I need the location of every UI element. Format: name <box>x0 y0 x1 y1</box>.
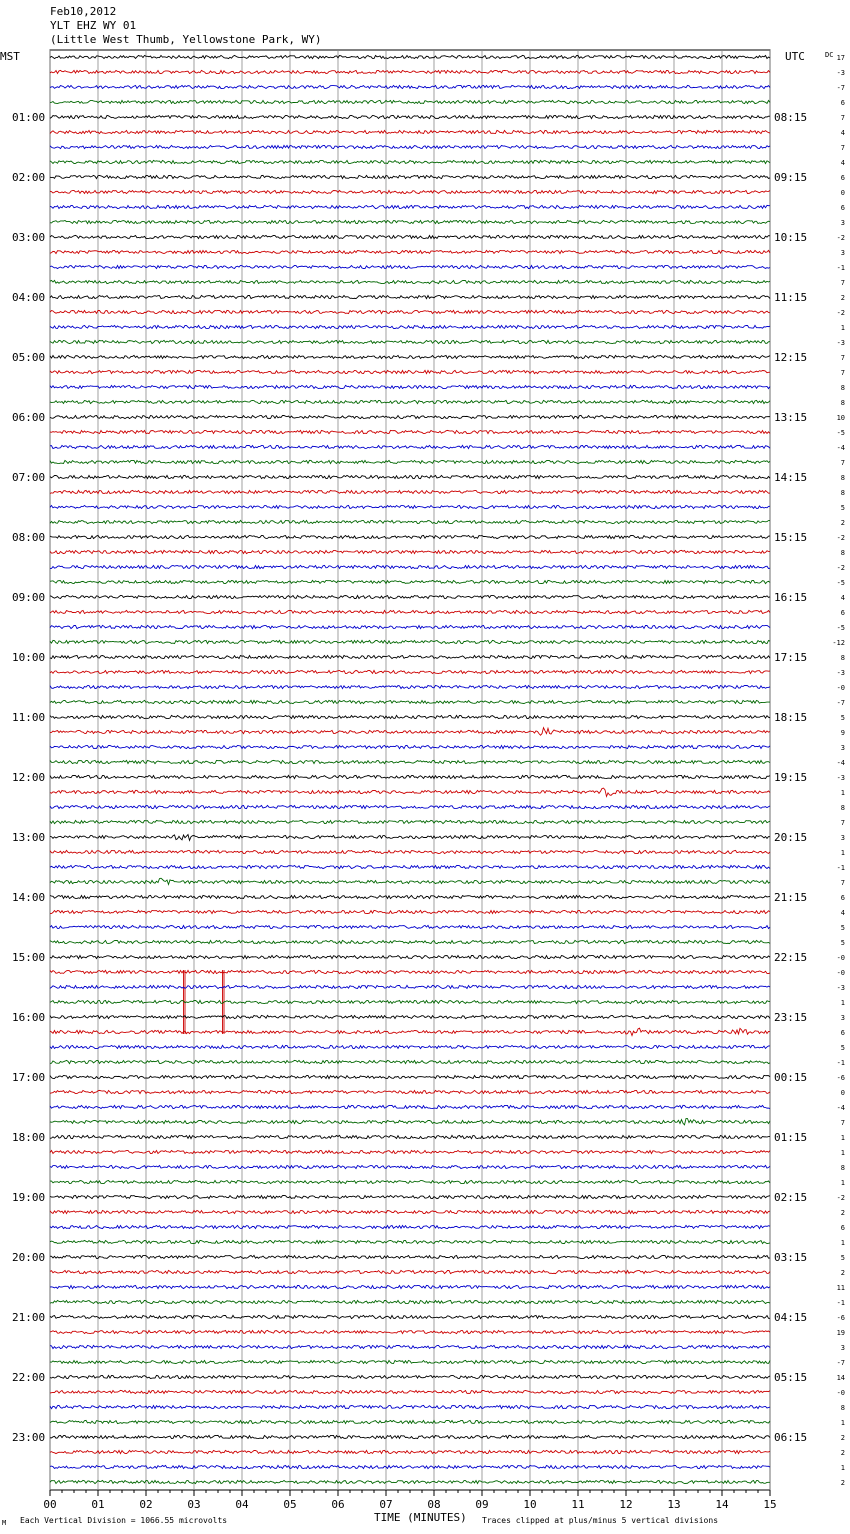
dc-offset-label: 1 <box>840 789 845 797</box>
x-tick-label: 14 <box>715 1498 729 1511</box>
trace-line <box>50 490 770 493</box>
dc-offset-label: -1 <box>836 1059 845 1067</box>
dc-offset-label: 10 <box>836 414 845 422</box>
trace-line <box>50 130 770 133</box>
trace-line <box>50 728 770 736</box>
left-hour-label: 20:00 <box>12 1251 46 1264</box>
dc-offset-label: -1 <box>836 1299 845 1307</box>
trace-line <box>50 205 770 208</box>
x-tick-label: 03 <box>187 1498 201 1511</box>
trace-line <box>50 550 770 553</box>
dc-offset-label: 4 <box>840 909 845 917</box>
trace-line <box>50 1045 770 1048</box>
trace-line <box>50 878 770 884</box>
right-hour-label: 20:15 <box>774 831 808 844</box>
trace-line <box>50 1480 770 1483</box>
left-hour-label: 14:00 <box>12 891 46 904</box>
trace-line <box>50 775 770 778</box>
right-hour-label: 06:15 <box>774 1431 808 1444</box>
dc-offset-label: 1 <box>840 1464 845 1472</box>
x-tick-label: 12 <box>619 1498 633 1511</box>
trace-line <box>50 1075 770 1078</box>
dc-offset-label: -0 <box>836 1389 845 1397</box>
left-hour-label: 08:00 <box>12 531 46 544</box>
plot-labels <box>12 54 845 1511</box>
dc-offset-label: -3 <box>836 984 845 992</box>
x-tick-label: 06 <box>331 1498 345 1511</box>
right-hour-label: 05:15 <box>774 1371 808 1384</box>
dc-offset-label: 7 <box>840 819 845 827</box>
right-hour-label: 11:15 <box>774 291 808 304</box>
dc-offset-label: 3 <box>840 744 845 752</box>
dc-offset-label: 5 <box>840 504 845 512</box>
dc-offset-label: 6 <box>840 99 845 107</box>
left-hour-label: 18:00 <box>12 1131 46 1144</box>
trace-line <box>50 625 770 628</box>
dc-offset-label: 3 <box>840 834 845 842</box>
trace-line <box>50 385 770 388</box>
trace-line <box>50 1225 770 1228</box>
dc-offset-label: -5 <box>836 429 845 437</box>
trace-line <box>50 85 770 88</box>
left-hour-label: 17:00 <box>12 1071 46 1084</box>
right-hour-label: 12:15 <box>774 351 808 364</box>
right-hour-label: 16:15 <box>774 591 808 604</box>
dc-offset-label: -4 <box>836 759 845 767</box>
x-tick-label: 10 <box>523 1498 537 1511</box>
dc-offset-label: 2 <box>840 1449 845 1457</box>
trace-line <box>50 160 770 163</box>
dc-offset-label: 7 <box>840 279 845 287</box>
dc-offset-label: -1 <box>836 864 845 872</box>
dc-offset-label: 11 <box>836 1284 845 1292</box>
right-hour-label: 08:15 <box>774 111 808 124</box>
trace-line <box>50 1015 770 1018</box>
dc-offset-label: 5 <box>840 714 845 722</box>
right-hour-label: 17:15 <box>774 651 808 664</box>
dc-offset-label: 6 <box>840 204 845 212</box>
trace-line <box>50 805 770 808</box>
trace-line <box>50 325 770 328</box>
trace-line <box>50 670 770 673</box>
plot-date: Feb10,2012 <box>50 5 117 18</box>
dc-offset-label: 1 <box>840 1149 845 1157</box>
trace-line <box>50 505 770 508</box>
trace-line <box>50 610 770 613</box>
x-axis-title: TIME (MINUTES) <box>374 1511 467 1524</box>
left-hour-label: 12:00 <box>12 771 46 784</box>
trace-line <box>50 1315 770 1318</box>
trace-line <box>50 565 770 568</box>
dc-offset-label: 2 <box>840 1269 845 1277</box>
trace-line <box>50 865 770 868</box>
x-tick-label: 07 <box>379 1498 393 1511</box>
x-tick-label: 08 <box>427 1498 441 1511</box>
trace-line <box>50 715 770 718</box>
x-tick-label: 15 <box>763 1498 777 1511</box>
dc-offset-label: 17 <box>836 54 845 62</box>
right-timezone-label: UTC <box>785 50 805 63</box>
trace-line <box>50 910 770 913</box>
trace-line <box>50 445 770 448</box>
time-gridlines <box>50 50 770 1496</box>
dc-offset-label: 8 <box>840 654 845 662</box>
trace-line <box>50 1119 770 1125</box>
right-hour-label: 00:15 <box>774 1071 808 1084</box>
left-hour-label: 05:00 <box>12 351 46 364</box>
trace-line <box>50 760 770 763</box>
trace-line <box>50 700 770 703</box>
dc-offset-label: -0 <box>836 684 845 692</box>
right-hour-label: 04:15 <box>774 1311 808 1324</box>
dc-offset-label: -0 <box>836 954 845 962</box>
x-tick-label: 04 <box>235 1498 249 1511</box>
dc-offset-label: 8 <box>840 474 845 482</box>
trace-line <box>50 1270 770 1273</box>
trace-line <box>50 535 770 538</box>
dc-offset-label: -3 <box>836 774 845 782</box>
dc-offset-label: 14 <box>836 1374 845 1382</box>
dc-offset-label: 5 <box>840 924 845 932</box>
left-hour-label: 11:00 <box>12 711 46 724</box>
dc-offset-label: 8 <box>840 399 845 407</box>
x-tick-label: 09 <box>475 1498 489 1511</box>
right-hour-label: 10:15 <box>774 231 808 244</box>
dc-offset-label: 6 <box>840 1224 845 1232</box>
trace-line <box>50 1195 770 1198</box>
dc-offset-label: 4 <box>840 594 845 602</box>
dc-offset-label: -3 <box>836 339 845 347</box>
trace-line <box>50 265 770 268</box>
dc-offset-label: -7 <box>836 84 845 92</box>
dc-offset-label: -6 <box>836 1074 845 1082</box>
dc-offset-label: -2 <box>836 234 845 242</box>
trace-line <box>50 115 770 118</box>
dc-offset-label: 6 <box>840 174 845 182</box>
trace-line <box>50 520 770 523</box>
trace-line <box>50 1000 770 1003</box>
dc-offset-label: 8 <box>840 489 845 497</box>
dc-offset-label: -5 <box>836 624 845 632</box>
trace-line <box>50 175 770 178</box>
dc-offset-label: 8 <box>840 804 845 812</box>
x-tick-label: 11 <box>571 1498 585 1511</box>
dc-offset-label: 7 <box>840 354 845 362</box>
dc-offset-label: -7 <box>836 1359 845 1367</box>
left-hour-label: 06:00 <box>12 411 46 424</box>
right-hour-label: 18:15 <box>774 711 808 724</box>
x-tick-label: 02 <box>139 1498 153 1511</box>
left-hour-label: 10:00 <box>12 651 46 664</box>
dc-offset-label: 2 <box>840 294 845 302</box>
right-hour-label: 02:15 <box>774 1191 808 1204</box>
trace-line <box>50 1330 770 1333</box>
x-tick-label: 00 <box>43 1498 57 1511</box>
x-tick-label: 13 <box>667 1498 681 1511</box>
dc-offset-label: -5 <box>836 579 845 587</box>
trace-line <box>50 1255 770 1258</box>
right-hour-label: 21:15 <box>774 891 808 904</box>
station-location: (Little West Thumb, Yellowstone Park, WY) <box>50 33 322 46</box>
footer-mark: M <box>2 1519 7 1527</box>
dc-offset-label: 3 <box>840 1344 845 1352</box>
trace-line <box>50 595 770 598</box>
trace-line <box>50 70 770 73</box>
trace-line <box>50 1345 770 1348</box>
dc-offset-label: 3 <box>840 1014 845 1022</box>
dc-offset-label: 1 <box>840 1134 845 1142</box>
trace-line <box>50 310 770 313</box>
dc-offset-label: -12 <box>832 639 845 647</box>
left-hour-label: 23:00 <box>12 1431 46 1444</box>
trace-line <box>50 1165 770 1168</box>
dc-offset-label: 8 <box>840 549 845 557</box>
dc-offset-header: DC <box>825 51 834 59</box>
trace-line <box>50 640 770 643</box>
dc-offset-label: 4 <box>840 129 845 137</box>
trace-line <box>50 400 770 403</box>
trace-line <box>50 1210 770 1213</box>
left-hour-label: 16:00 <box>12 1011 46 1024</box>
dc-offset-label: 7 <box>840 144 845 152</box>
trace-line <box>50 355 770 358</box>
trace-line <box>50 415 770 418</box>
trace-line <box>50 955 770 958</box>
left-hour-label: 02:00 <box>12 171 46 184</box>
trace-line <box>50 1390 770 1393</box>
trace-line <box>50 788 770 796</box>
left-hour-label: 15:00 <box>12 951 46 964</box>
left-hour-label: 09:00 <box>12 591 46 604</box>
trace-line <box>50 1450 770 1453</box>
dc-offset-label: 2 <box>840 1479 845 1487</box>
right-hour-label: 23:15 <box>774 1011 808 1024</box>
trace-line <box>50 145 770 148</box>
trace-line <box>50 1360 770 1363</box>
trace-line <box>50 1028 770 1035</box>
dc-offset-label: 9 <box>840 729 845 737</box>
trace-line <box>50 1105 770 1108</box>
right-hour-label: 09:15 <box>774 171 808 184</box>
trace-line <box>50 100 770 103</box>
dc-offset-label: 1 <box>840 1239 845 1247</box>
x-tick-label: 05 <box>283 1498 297 1511</box>
left-hour-label: 19:00 <box>12 1191 46 1204</box>
dc-offset-label: 2 <box>840 1434 845 1442</box>
dc-offset-label: 6 <box>840 894 845 902</box>
trace-line <box>50 835 770 841</box>
right-hour-label: 22:15 <box>774 951 808 964</box>
dc-offset-label: 2 <box>840 1209 845 1217</box>
dc-offset-label: 19 <box>836 1329 845 1337</box>
left-hour-label: 07:00 <box>12 471 46 484</box>
trace-line <box>50 220 770 223</box>
trace-line <box>50 580 770 583</box>
trace-line <box>50 370 770 373</box>
dc-offset-label: -4 <box>836 444 845 452</box>
dc-offset-label: 3 <box>840 249 845 257</box>
trace-line <box>50 1375 770 1378</box>
right-hour-label: 15:15 <box>774 531 808 544</box>
trace-line <box>50 1405 770 1408</box>
dc-offset-label: -4 <box>836 1104 845 1112</box>
trace-line <box>50 295 770 298</box>
seismic-traces <box>50 55 770 1483</box>
trace-line <box>50 985 770 988</box>
trace-line <box>50 235 770 238</box>
dc-offset-label: 1 <box>840 1419 845 1427</box>
dc-offset-label: 5 <box>840 939 845 947</box>
station-code: YLT EHZ WY 01 <box>50 19 137 32</box>
dc-offset-label: -6 <box>836 1314 845 1322</box>
trace-line <box>50 940 770 943</box>
dc-offset-label: 7 <box>840 369 845 377</box>
left-hour-label: 13:00 <box>12 831 46 844</box>
trace-line <box>50 1300 770 1303</box>
trace-line <box>50 1090 770 1093</box>
dc-offset-label: 6 <box>840 609 845 617</box>
trace-line <box>50 430 770 433</box>
trace-line <box>50 1285 770 1288</box>
right-hour-label: 14:15 <box>774 471 808 484</box>
trace-line <box>50 280 770 283</box>
dc-offset-label: 5 <box>840 1044 845 1052</box>
dc-offset-label: -7 <box>836 699 845 707</box>
dc-offset-label: 1 <box>840 999 845 1007</box>
trace-line <box>50 1435 770 1438</box>
left-hour-label: 22:00 <box>12 1371 46 1384</box>
trace-line <box>50 190 770 193</box>
trace-line <box>50 1180 770 1183</box>
trace-line <box>50 1135 770 1138</box>
dc-offset-label: 7 <box>840 1119 845 1127</box>
dc-offset-label: 1 <box>840 849 845 857</box>
trace-line <box>50 1150 770 1153</box>
dc-offset-label: 3 <box>840 219 845 227</box>
left-hour-label: 21:00 <box>12 1311 46 1324</box>
clip-note: Traces clipped at plus/minus 5 vertical divisions <box>482 1516 719 1525</box>
trace-line <box>50 340 770 343</box>
dc-offset-label: 7 <box>840 879 845 887</box>
dc-offset-label: -1 <box>836 264 845 272</box>
trace-line <box>50 1420 770 1423</box>
trace-line <box>50 475 770 478</box>
left-hour-label: 01:00 <box>12 111 46 124</box>
dc-offset-label: -2 <box>836 534 845 542</box>
dc-offset-label: 0 <box>840 1089 845 1097</box>
dc-offset-label: 8 <box>840 1164 845 1172</box>
dc-offset-label: -0 <box>836 969 845 977</box>
trace-line <box>50 1465 770 1468</box>
scale-note: Each Vertical Division = 1066.55 microvolts <box>20 1516 228 1525</box>
dc-offset-label: 5 <box>840 1254 845 1262</box>
right-hour-label: 19:15 <box>774 771 808 784</box>
dc-offset-label: -2 <box>836 1194 845 1202</box>
dc-offset-label: 4 <box>840 159 845 167</box>
dc-offset-label: 8 <box>840 384 845 392</box>
left-hour-label: 03:00 <box>12 231 46 244</box>
dc-offset-label: -2 <box>836 309 845 317</box>
dc-offset-label: 7 <box>840 459 845 467</box>
trace-line <box>50 460 770 463</box>
dc-offset-label: -3 <box>836 69 845 77</box>
trace-line <box>50 745 770 748</box>
right-hour-label: 01:15 <box>774 1131 808 1144</box>
dc-offset-label: -3 <box>836 669 845 677</box>
dc-offset-label: 7 <box>840 114 845 122</box>
trace-line <box>50 820 770 823</box>
dc-offset-label: 8 <box>840 1404 845 1412</box>
right-hour-label: 13:15 <box>774 411 808 424</box>
trace-line <box>50 655 770 658</box>
dc-offset-label: 1 <box>840 1179 845 1187</box>
trace-line <box>50 1060 770 1063</box>
trace-line <box>50 250 770 253</box>
dc-offset-label: 6 <box>840 1029 845 1037</box>
right-hour-label: 03:15 <box>774 1251 808 1264</box>
trace-line <box>50 1240 770 1243</box>
x-tick-label: 01 <box>91 1498 105 1511</box>
dc-offset-label: 0 <box>840 189 845 197</box>
dc-offset-label: 1 <box>840 324 845 332</box>
left-timezone-label: MST <box>0 50 20 63</box>
left-hour-label: 04:00 <box>12 291 46 304</box>
trace-line <box>50 895 770 898</box>
trace-line <box>50 850 770 853</box>
trace-line <box>50 925 770 928</box>
trace-line <box>50 55 770 58</box>
dc-offset-label: 2 <box>840 519 845 527</box>
trace-line <box>50 685 770 688</box>
dc-offset-label: -2 <box>836 564 845 572</box>
